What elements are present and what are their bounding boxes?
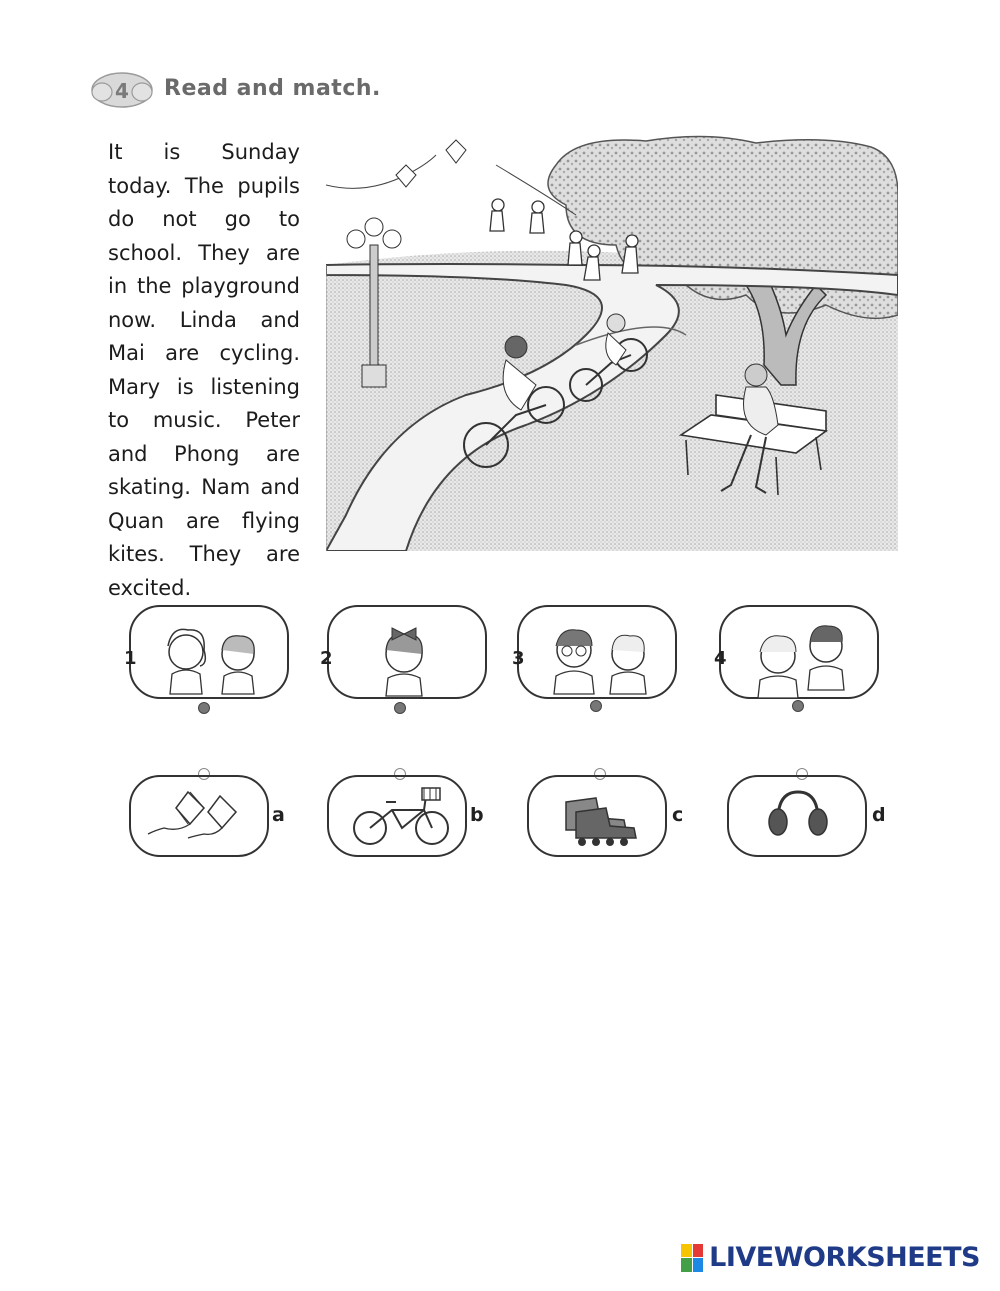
match-dot-1[interactable] xyxy=(198,702,210,714)
card-number: 4 xyxy=(714,648,727,669)
object-card-c xyxy=(526,772,688,860)
person-card-3 xyxy=(512,604,678,704)
person-card-1 xyxy=(124,604,290,704)
object-card-a xyxy=(128,772,290,860)
liveworksheets-brand xyxy=(681,1242,980,1273)
person-card-2 xyxy=(320,604,488,704)
match-dot-2[interactable] xyxy=(394,702,406,714)
object-card-d xyxy=(726,772,888,860)
card-number: 1 xyxy=(124,648,137,669)
exercise-number: 4 xyxy=(115,79,129,103)
kites-icon xyxy=(128,772,290,860)
match-dot-3[interactable] xyxy=(590,700,602,712)
match-dot-4[interactable] xyxy=(792,700,804,712)
card-letter: c xyxy=(672,804,684,826)
girl-with-bow-icon xyxy=(326,604,488,704)
reading-text: It is Sunday today. The pupils do not go to school. They are in the playground now. Linda and Mai are cycling. Mary is listening to music. Peter and Phong are skating. Nam and Quan are flying kites. They are excited. xyxy=(108,140,300,600)
roller-skates-icon xyxy=(526,772,688,860)
liveworksheets-logo-icon xyxy=(681,1244,703,1272)
card-number: 2 xyxy=(320,648,333,669)
card-number: 3 xyxy=(512,648,525,669)
exercise-instruction: Read and match. xyxy=(164,76,381,101)
two-boys-icon xyxy=(718,604,880,704)
card-letter: d xyxy=(872,804,886,826)
bicycle-icon xyxy=(326,772,488,860)
object-card-b xyxy=(326,772,488,860)
reading-passage xyxy=(108,136,300,605)
headphones-icon xyxy=(726,772,888,860)
park-scene-illustration xyxy=(326,135,898,551)
person-card-4 xyxy=(714,604,880,704)
card-letter: a xyxy=(272,804,285,826)
exercise-number-badge xyxy=(88,70,154,110)
card-letter: b xyxy=(470,804,484,826)
two-boys-glasses-icon xyxy=(516,604,678,704)
two-girls-icon xyxy=(128,604,290,704)
brand-name: LIVEWORKSHEETS xyxy=(709,1242,980,1273)
